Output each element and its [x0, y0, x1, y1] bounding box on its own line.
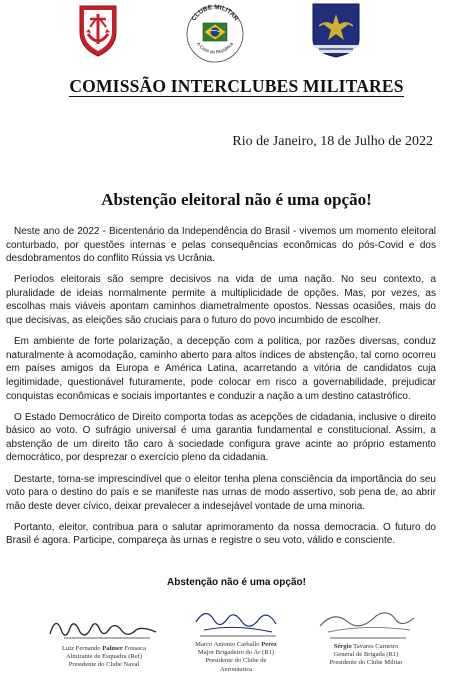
document-title: Abstenção eleitoral não é uma opção! [101, 190, 372, 209]
paragraph: Destarte, torna-se imprescindível que o eleitor tenha plena consciência da importância do seu voto para o destino do país e se manifeste nas urnas de modo assertivo, sob pena de, ao abrir mão deste dever cívico, deixar prevalecer a indesejável vontade de uma minoria. [6, 473, 436, 512]
paragraph: Portanto, eleitor, contribua para o salutar aprimoramento da nossa democracia. O futuro do Brasil é agora. Participe, compareça às urnas e registre o seu voto, válido e consciente. [6, 521, 436, 547]
signatory-name: Sérgio Tavares Carneiro [333, 643, 399, 650]
closing-statement: Abstenção não é uma opção! [167, 577, 306, 588]
signatory-name: Marco Antonio Carballo Perez [195, 641, 277, 648]
paragraph: Neste ano de 2022 - Bicentenário da Independência do Brasil - vivemos um momento eleitoral conturbado, por questões internas e pelas consequências econômicas do pós-Covid e dos desdobramentos do conflito Rússia vs Ucrânia. [6, 226, 436, 265]
signatory-naval [44, 604, 164, 670]
signatory-rank: Almirante de Esquadra (Ref) [65, 653, 143, 661]
clube-aeronautica-logo [311, 2, 361, 58]
signatory-rank: Major Brigadeiro do Ar (R1) [197, 649, 275, 657]
signatory-role: Presidente do Clube de [205, 657, 267, 665]
paragraph: Períodos eleitorais são sempre decisivos na vida de uma nação. No seu contexto, a pluralidade de ideias normalmente permite a multiplicidade de opções. Mas, por vezes, as escolhas mais viáveis apontam caminhos diametralmente opostos. Nessas ocasiões, mais do que decisivas, as eleições são cruciais para o futuro do povo incumbido de escolher. [6, 274, 436, 327]
signatory-role: Presidente do Clube Naval [68, 661, 140, 669]
document-body [6, 225, 436, 555]
signature-block [0, 598, 473, 692]
signatory-role: Presidente do Clube Militar [329, 659, 403, 667]
clube-militar-logo [182, 2, 248, 64]
signatory-name: Luiz Fernando Palmer Fonseca [61, 645, 147, 652]
paragraph: O Estado Democrático de Direito comporta todas as acepções de cidadania, inclusive o direito básico ao voto. O sufrágio universal é uma garantia fundamental e constitucional. Assim, a abstenção de um direito tão caro à sociedade configura grave acinte ao próprio estamento democrático, por desprezar o exercício pleno da cidadania. [6, 411, 436, 464]
commission-title [0, 76, 473, 97]
signatory-role-cont: Aeronáutica [219, 665, 253, 673]
clube-naval-logo [76, 2, 120, 58]
signature-naval [44, 604, 164, 644]
signatory-rank: General de Brigada (R1) [333, 651, 399, 659]
commission-title-text: COMISSÃO INTERCLUBES MILITARES [69, 76, 404, 96]
signatory-aeronautica [176, 600, 296, 674]
signature-aeronautica [176, 600, 296, 640]
militar-logo-bottom-text: A Casa da República [195, 41, 235, 55]
paragraph: Em ambiente de forte polarização, a decepção com a política, por razões diversas, conduz naturalmente à acomodação, caminho aberto para altos índices de abstenção, tal como ocorreu em países amigos da Europa e América Latina, acarretando a vitória de candidatos cuja legitimidade, questionável futuramente, pode colocar em risco a governabilidade, prejudicar conquistas econômicas e sociais importantes e conduzir a nação a um destino catastrófico. [6, 336, 436, 402]
militar-logo-top-text: CLUBE MILITAR [190, 3, 240, 23]
signatory-militar [306, 602, 426, 668]
logo-row [0, 0, 473, 70]
signature-militar [306, 602, 426, 642]
place-and-date: Rio de Janeiro, 18 de Julho de 2022 [232, 134, 433, 149]
